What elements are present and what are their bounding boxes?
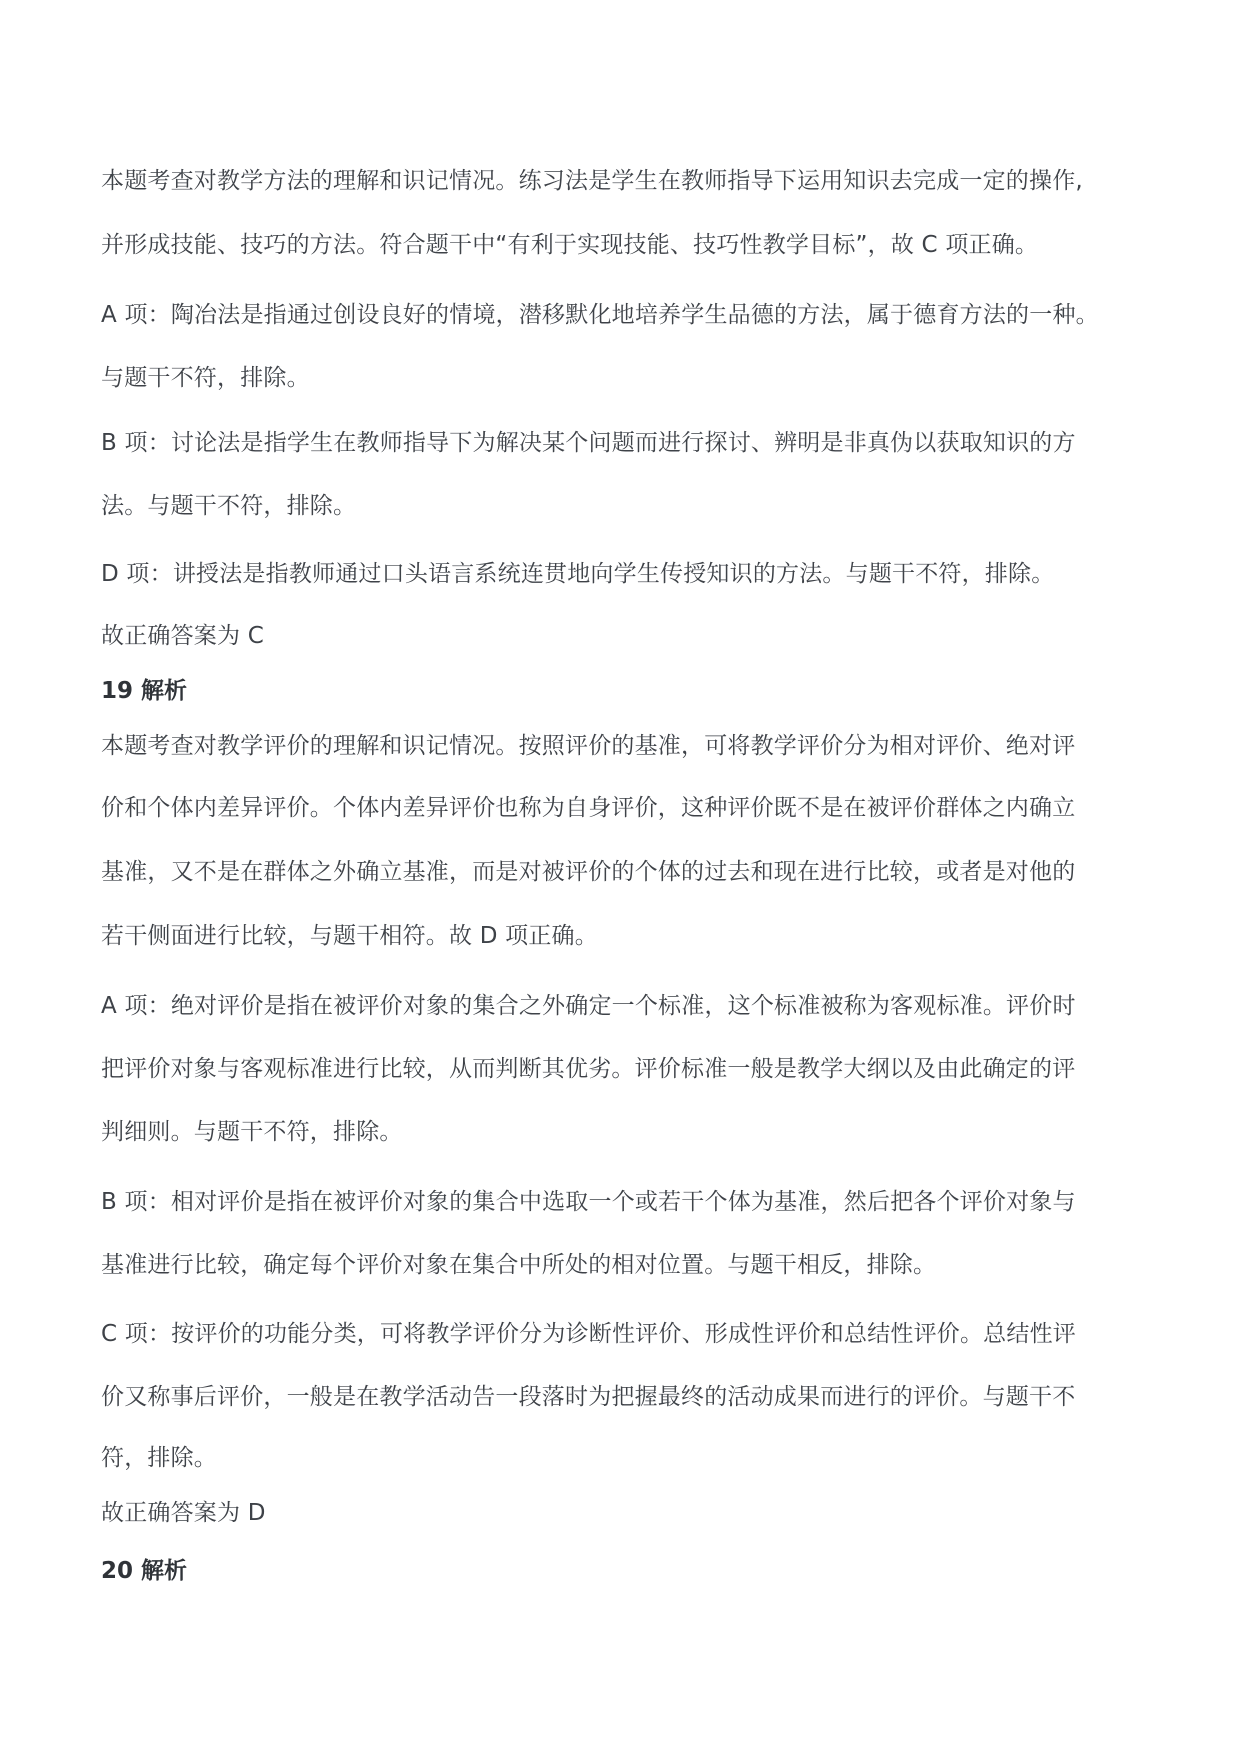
paragraph-line: C 项：按评价的功能分类，可将教学评价分为诊断性评价、形成性评价和总结性评价。总结性评 [101, 1321, 1076, 1347]
paragraph-line: 本题考查对教学评价的理解和识记情况。按照评价的基准，可将教学评价分为相对评价、绝对评 [101, 733, 1076, 759]
paragraph-line: 符，排除。 [101, 1445, 217, 1471]
paragraph-line: 基准进行比较，确定每个评价对象在集合中所处的相对位置。与题干相反，排除。 [101, 1252, 937, 1278]
answer-line: 故正确答案为 D [101, 1500, 266, 1526]
answer-line: 故正确答案为 C [101, 623, 264, 649]
paragraph-line: 价和个体内差异评价。个体内差异评价也称为自身评价，这种评价既不是在被评价群体之内确立 [101, 795, 1076, 821]
paragraph-line: 本题考查对教学方法的理解和识记情况。练习法是学生在教师指导下运用知识去完成一定的操作, [101, 168, 1083, 194]
paragraph-line: 若干侧面进行比较，与题干相符。故 D 项正确。 [101, 923, 598, 949]
paragraph-line: B 项：讨论法是指学生在教师指导下为解决某个问题而进行探讨、辨明是非真伪以获取知识的方 [101, 430, 1076, 456]
paragraph-line: A 项：绝对评价是指在被评价对象的集合之外确定一个标准，这个标准被称为客观标准。评价时 [101, 993, 1076, 1019]
section-heading-19: 19 解析 [101, 678, 188, 704]
paragraph-line: 法。与题干不符，排除。 [101, 493, 357, 519]
paragraph-line: 并形成技能、技巧的方法。符合题干中“有利于实现技能、技巧性教学目标”，故 C 项正确。 [101, 232, 1039, 258]
paragraph-line: A 项：陶冶法是指通过创设良好的情境，潜移默化地培养学生品德的方法，属于德育方法的一种。 [101, 302, 1099, 328]
paragraph-line: D 项：讲授法是指教师通过口头语言系统连贯地向学生传授知识的方法。与题干不符，排除。 [101, 561, 1055, 587]
paragraph-line: 把评价对象与客观标准进行比较，从而判断其优劣。评价标准一般是教学大纲以及由此确定的评 [101, 1056, 1076, 1082]
paragraph-line: 判细则。与题干不符，排除。 [101, 1119, 403, 1145]
paragraph-line: B 项：相对评价是指在被评价对象的集合中选取一个或若干个体为基准，然后把各个评价对象与 [101, 1189, 1076, 1215]
paragraph-line: 基准，又不是在群体之外确立基准，而是对被评价的个体的过去和现在进行比较，或者是对他的 [101, 859, 1076, 885]
section-heading-20: 20 解析 [101, 1558, 188, 1584]
paragraph-line: 与题干不符，排除。 [101, 365, 310, 391]
paragraph-line: 价又称事后评价，一般是在教学活动告一段落时为把握最终的活动成果而进行的评价。与题干不 [101, 1384, 1076, 1410]
